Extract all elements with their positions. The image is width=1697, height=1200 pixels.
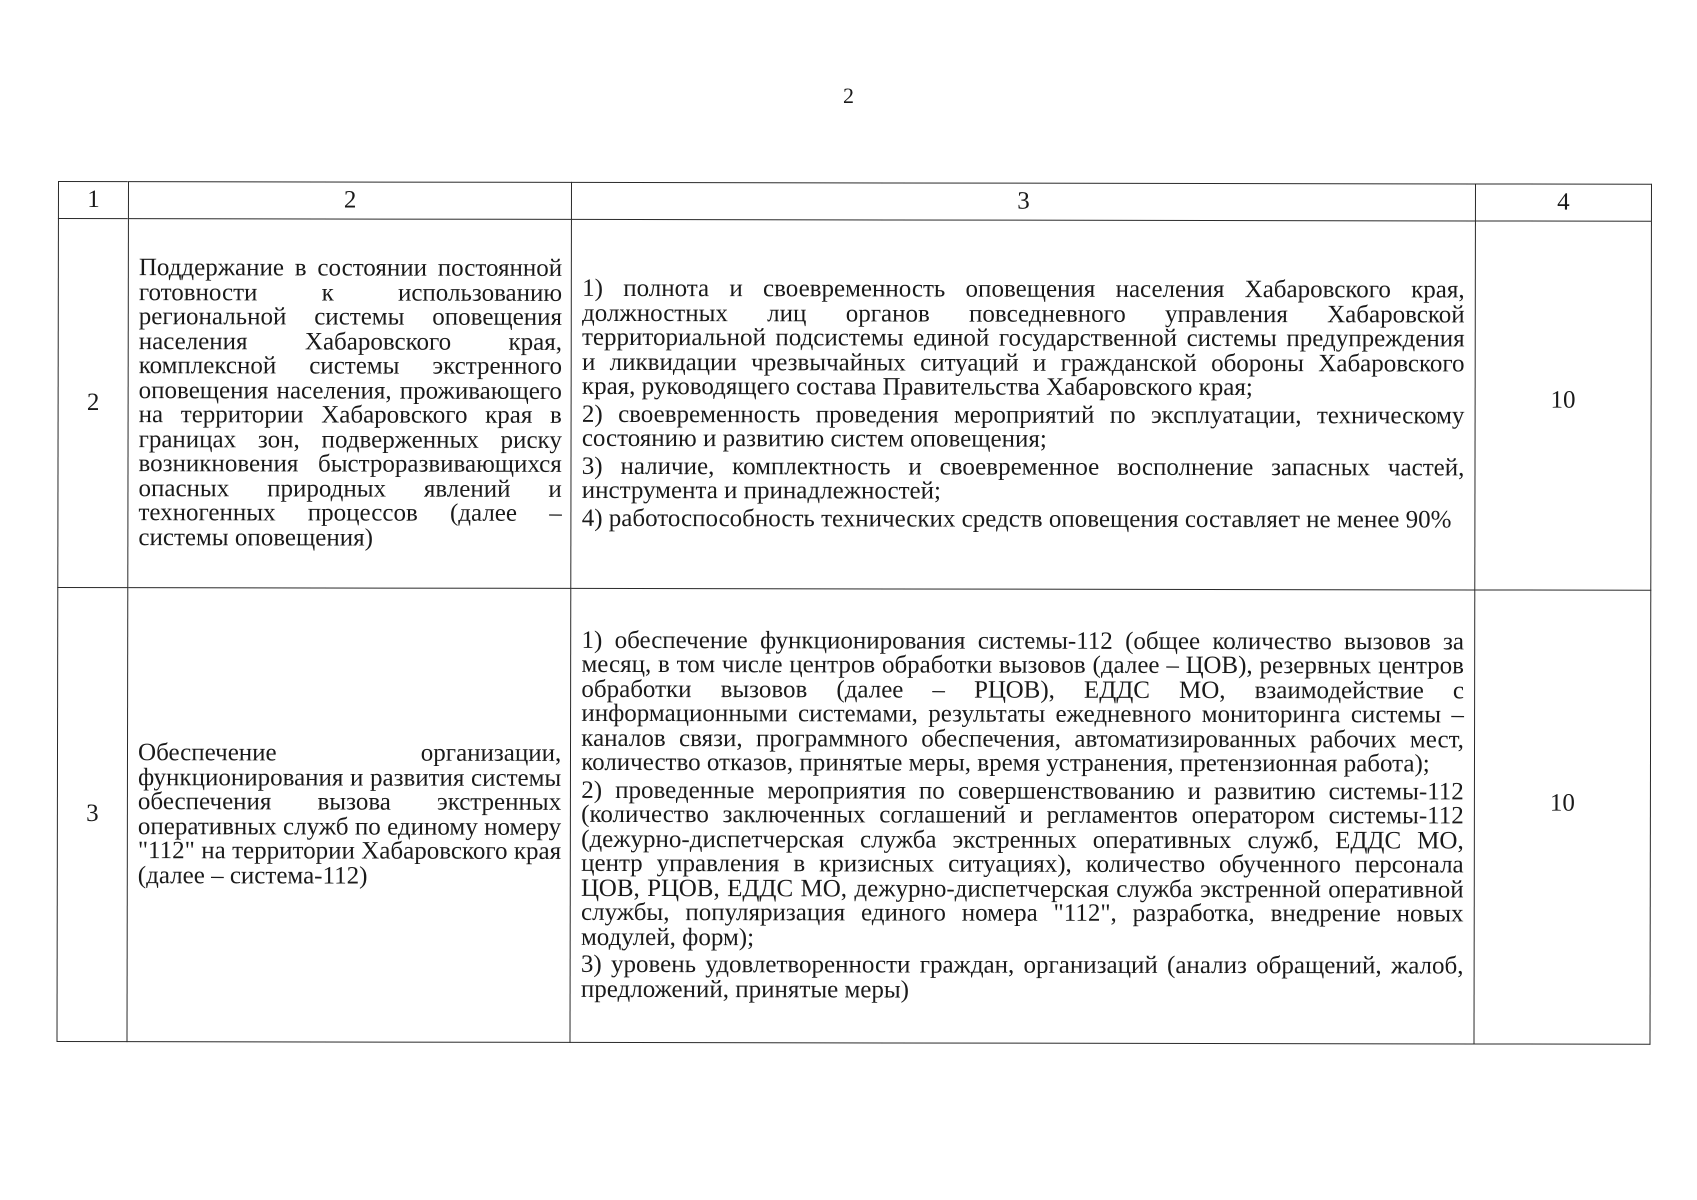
criteria-item: 3) наличие, комплектность и своевременное восполнение запасных частей, инструмента и принадлежностей; xyxy=(581,452,1465,505)
score-cell xyxy=(1474,590,1651,1044)
header-cell-1: 1 xyxy=(58,182,128,219)
score-cell xyxy=(1475,221,1652,590)
row-number: 2 xyxy=(58,219,129,588)
criteria-item: 3) уровень удовлетворенности граждан, организаций (анализ обращений, жалоб, предложений, принятые меры) xyxy=(580,951,1464,1004)
table-row xyxy=(58,219,1652,591)
criteria-item: 2) своевременность проведения мероприятий по эксплуатации, техническому состоянию и развитию систем оповещения; xyxy=(581,400,1465,453)
score-value: 10 xyxy=(1550,386,1576,414)
criteria-item: 4) работоспособность технических средств оповещения составляет не менее 90% xyxy=(581,504,1452,533)
criteria-cell xyxy=(571,219,1475,590)
row-number: 3 xyxy=(57,588,128,1042)
table-header-row xyxy=(58,182,1651,222)
criteria-item: 1) полнота и своевременность оповещения населения Хабаровского края, должностных лиц органов повседневного управления Хабаровской территориальной подсистемы единой государственной системы предупреждения и ликвидации чрезвычайных ситуаций и гражданской обороны Хабаровского края, руководящего состава Правительства Хабаровского края; xyxy=(581,274,1465,402)
criteria-item: 2) проведенные мероприятия по совершенствованию и развитию системы-112 (количество заключенных соглашений и регламентов оператором системы-112 (дежурно-диспетчерская служба экстренных оперативных служб, ЕДДС МО, центр управления в кризисных ситуациях), количество обученного персонала ЦОВ, РЦОВ, ЕДДС МО, дежурно-диспетчерская служба экстренной оперативной службы, популяризация единого номера "112", разработка, внедрение новых модулей, форм); xyxy=(580,776,1464,951)
score-value: 10 xyxy=(1549,789,1575,817)
header-cell-3: 3 xyxy=(572,182,1476,221)
criteria-item: 1) обеспечение функционирования системы-112 (общее количество вызовов за месяц, в том числе центров обработки вызовов (далее – ЦОВ), резервных центров обработки вызовов (далее – РЦОВ), ЕДДС МО, взаимодействие с информационными системами, результаты ежедневного мониторинга системы – каналов связи, программного обеспечения, автоматизированных рабочих мест, количество отказов, принятые меры, время устранения, претензионная работа); xyxy=(581,626,1465,778)
page-number: 2 xyxy=(843,83,854,108)
criteria-table xyxy=(56,181,1652,1045)
indicator-name: Поддержание в состоянии постоянной готовности к использованию региональной системы оповещения населения Хабаровского края, комплексной системы экстренного оповещения населения, проживающего на территории Хабаровского края в границах зон, подверженных риску возникновения быстроразвивающихся опасных природных явлений и техногенных процессов (далее – системы оповещения) xyxy=(128,219,572,589)
indicator-name: Обеспечение организации, функционирования и развития системы обеспечения вызова экстренных оперативных служб по единому номеру "112" на территории Хабаровского края (далее – система-112) xyxy=(127,588,571,1043)
table-row xyxy=(57,588,1651,1045)
criteria-cell xyxy=(570,588,1474,1044)
header-cell-2: 2 xyxy=(128,182,571,220)
header-cell-4: 4 xyxy=(1475,184,1651,221)
